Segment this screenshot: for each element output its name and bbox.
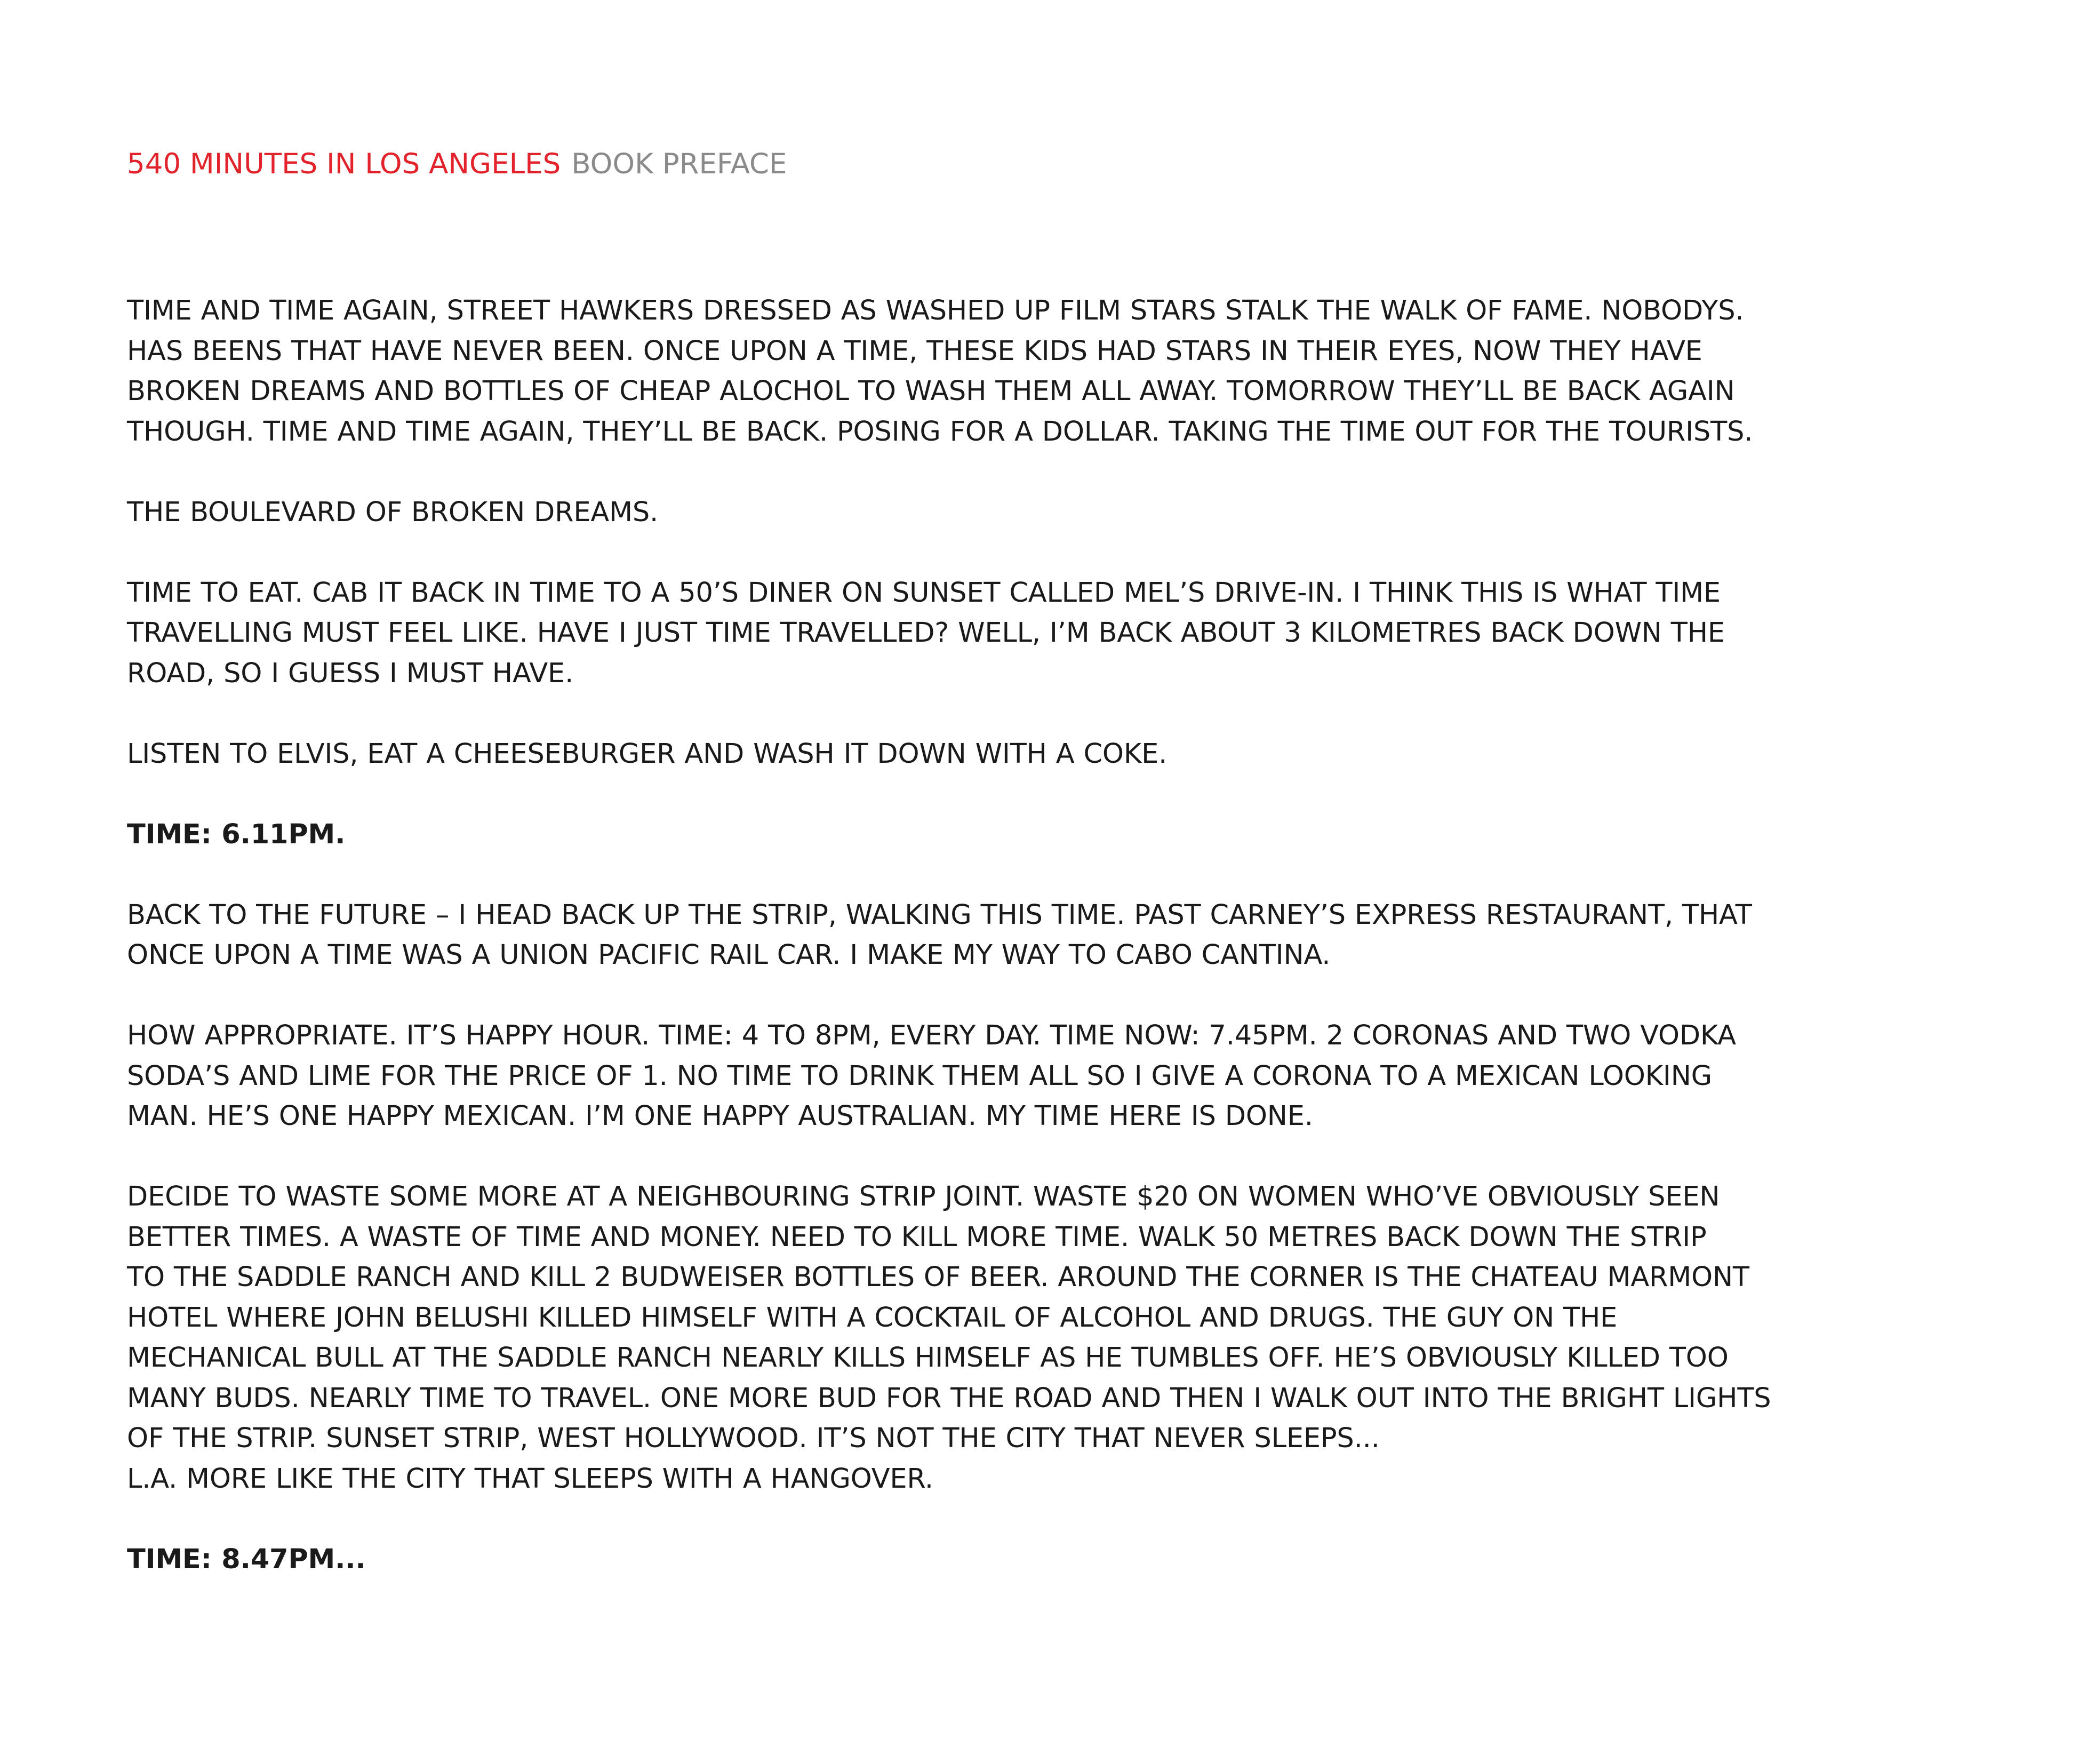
text-line: TRAVELLING MUST FEEL LIKE. HAVE I JUST TIME TRAVELLED? WELL, I’M BACK ABOUT 3 KILOMETRES BACK DOWN THE [127, 617, 1725, 649]
text-line: HOTEL WHERE JOHN BELUSHI KILLED HIMSELF WITH A COCKTAIL OF ALCOHOL AND DRUGS. THE GUY ON THE [127, 1302, 1618, 1334]
text-line: HOW APPROPRIATE. IT’S HAPPY HOUR. TIME: 4 TO 8PM, EVERY DAY. TIME NOW: 7.45PM. 2 CORONAS AND TWO VODKA [127, 1020, 1736, 1051]
text-line: ONCE UPON A TIME WAS A UNION PACIFIC RAIL CAR. I MAKE MY WAY TO CABO CANTINA. [127, 939, 1331, 971]
text-line: MANY BUDS. NEARLY TIME TO TRAVEL. ONE MORE BUD FOR THE ROAD AND THEN I WALK OUT INTO THE BRIGHT LIGHTS [127, 1382, 1771, 1414]
text-line: TIME: 6.11PM. [127, 818, 346, 850]
text-line: DECIDE TO WASTE SOME MORE AT A NEIGHBOURING STRIP JOINT. WASTE $20 ON WOMEN WHO’VE OBVIOUSLY SEEN [127, 1181, 1720, 1212]
text-line: THE BOULEVARD OF BROKEN DREAMS. [127, 496, 659, 528]
document-page [127, 0, 1962, 1764]
text-line: TIME AND TIME AGAIN, STREET HAWKERS DRESSED AS WASHED UP FILM STARS STALK THE WALK OF FAME. NOBODYS. [127, 295, 1744, 326]
text-line: LISTEN TO ELVIS, EAT A CHEESEBURGER AND WASH IT DOWN WITH A COKE. [127, 738, 1168, 770]
text-line: THOUGH. TIME AND TIME AGAIN, THEY’LL BE BACK. POSING FOR A DOLLAR. TAKING THE TIME OUT FOR THE TOURISTS. [127, 416, 1753, 448]
preface-body [127, 291, 1962, 1620]
paragraph-diner [127, 573, 1962, 694]
paragraph-boulevard [127, 492, 1962, 533]
text-line: TIME TO EAT. CAB IT BACK IN TIME TO A 50’S DINER ON SUNSET CALLED MEL’S DRIVE-IN. I THINK THIS IS WHAT TIME [127, 577, 1721, 609]
paragraph-walk-of-fame [127, 291, 1962, 452]
text-line: BACK TO THE FUTURE – I HEAD BACK UP THE STRIP, WALKING THIS TIME. PAST CARNEY’S EXPRESS RESTAURANT, THAT [127, 899, 1752, 931]
text-line: TIME: 8.47PM... [127, 1543, 366, 1575]
paragraph-elvis [127, 734, 1962, 775]
text-line: MAN. HE’S ONE HAPPY MEXICAN. I’M ONE HAPPY AUSTRALIAN. MY TIME HERE IS DONE. [127, 1100, 1313, 1132]
text-line: HAS BEENS THAT HAVE NEVER BEEN. ONCE UPON A TIME, THESE KIDS HAD STARS IN THEIR EYES, NOW THEY HAVE [127, 335, 1702, 367]
time-stamp-847pm [127, 1539, 1962, 1580]
paragraph-strip-joint [127, 1177, 1962, 1499]
text-line: SODA’S AND LIME FOR THE PRICE OF 1. NO TIME TO DRINK THEM ALL SO I GIVE A CORONA TO A MEXICAN LOOKING [127, 1060, 1713, 1092]
text-line: MECHANICAL BULL AT THE SADDLE RANCH NEARLY KILLS HIMSELF AS HE TUMBLES OFF. HE’S OBVIOUSLY KILLED TOO [127, 1342, 1729, 1374]
text-line: BETTER TIMES. A WASTE OF TIME AND MONEY. NEED TO KILL MORE TIME. WALK 50 METRES BACK DOWN THE STRIP [127, 1221, 1707, 1253]
paragraph-back-to-the-future [127, 895, 1962, 976]
text-line: OF THE STRIP. SUNSET STRIP, WEST HOLLYWOOD. IT’S NOT THE CITY THAT NEVER SLEEPS... [127, 1423, 1380, 1454]
text-line: ROAD, SO I GUESS I MUST HAVE. [127, 657, 574, 689]
text-line: BROKEN DREAMS AND BOTTLES OF CHEAP ALOCHOL TO WASH THEM ALL AWAY. TOMORROW THEY’LL BE BACK AGAIN [127, 376, 1735, 407]
paragraph-happy-hour [127, 1016, 1962, 1137]
text-line: TO THE SADDLE RANCH AND KILL 2 BUDWEISER BOTTLES OF BEER. AROUND THE CORNER IS THE CHATEAU MARMONT [127, 1262, 1749, 1293]
time-stamp-611pm [127, 815, 1962, 855]
text-line: L.A. MORE LIKE THE CITY THAT SLEEPS WITH A HANGOVER. [127, 1463, 933, 1495]
section-title: BOOK PREFACE [571, 148, 787, 180]
book-title: 540 MINUTES IN LOS ANGELES [127, 148, 561, 180]
page-header [127, 147, 787, 181]
